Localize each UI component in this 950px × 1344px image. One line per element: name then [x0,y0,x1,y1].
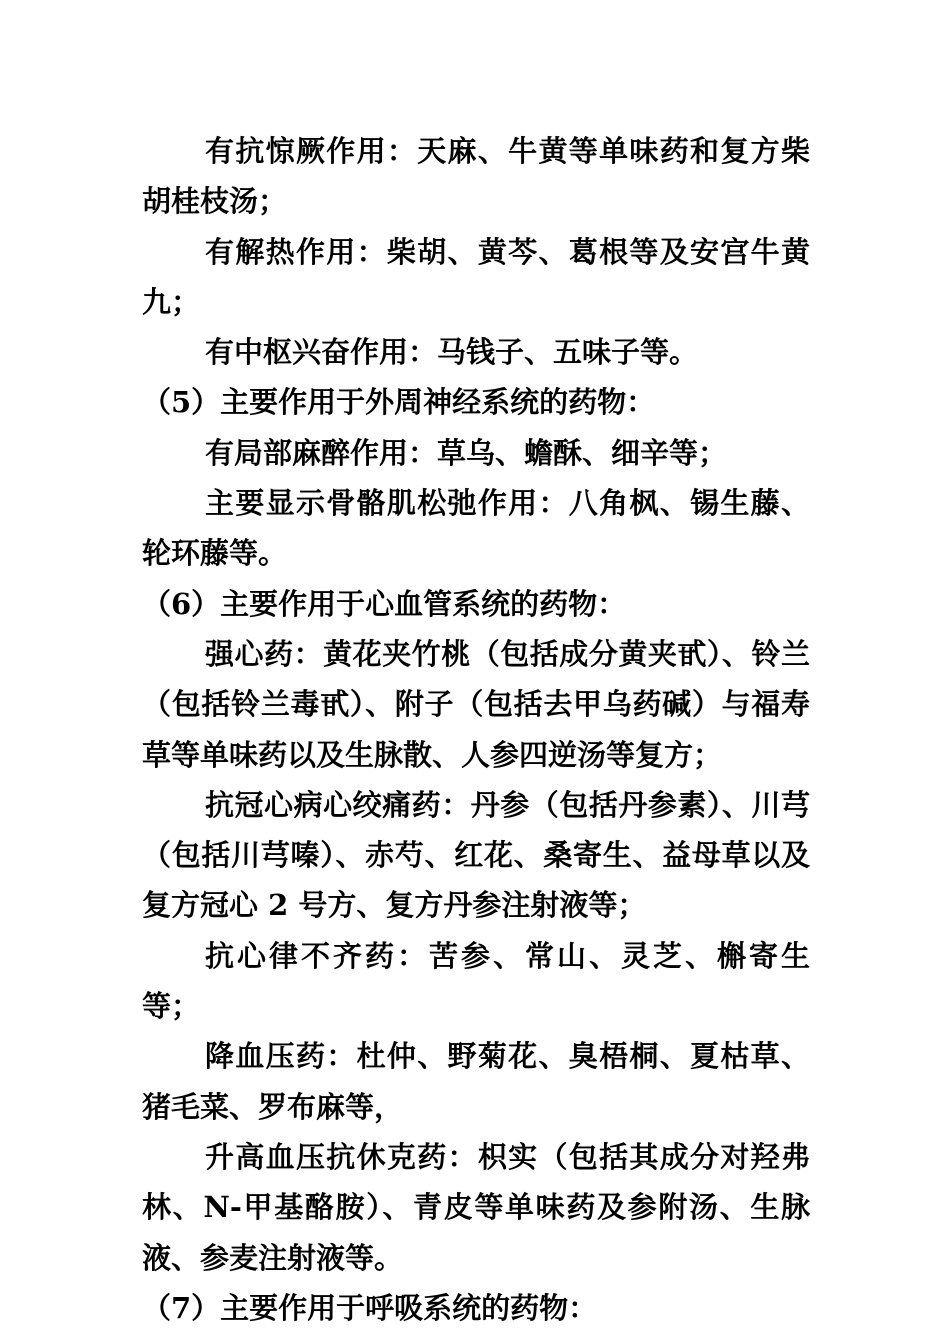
paragraph-antishock: 升高血压抗休克药：枳实（包括其成分对羟弗林、N-甲基酪胺）、青皮等单味药及参附汤、生脉液、参麦注射液等。 [142,1139,810,1275]
paragraph-antipyretic: 有解热作用：柴胡、黄芩、葛根等及安宫牛黄九； [142,234,810,319]
paragraph-anticonvulsant: 有抗惊厥作用：天麻、牛黄等单味药和复方柴胡桂枝汤； [142,134,810,219]
paragraph-cns-stimulant: 有中枢兴奋作用：马钱子、五味子等。 [205,335,699,370]
paragraph-anti-angina: 抗冠心病心绞痛药：丹参（包括丹参素）、川芎（包括川芎嗪）、赤芍、红花、桑寄生、益母草以及复方冠心 2 号方、复方丹参注射液等； [142,787,810,923]
paragraph-local-anesthesia: 有局部麻醉作用：草乌、蟾酥、细辛等； [205,435,728,470]
paragraph-antihypertensive: 降血压药：杜仲、野菊花、臭梧桐、夏枯草、猪毛菜、罗布麻等， [142,1039,810,1124]
section-heading-5: （5）主要作用于外周神经系统的药物： [142,385,656,420]
section-heading-6: （6）主要作用于心血管系统的药物： [142,586,627,621]
document-body [142,126,810,1333]
paragraph-muscle-relaxant: 主要显示骨骼肌松弛作用：八角枫、锡生藤、轮环藤等。 [142,486,810,571]
section-heading-7: （7）主要作用于呼吸系统的药物： [142,1290,598,1325]
paragraph-cardiotonic: 强心药：黄花夹竹桃（包括成分黄夹甙）、铃兰（包括铃兰毒甙）、附子（包括去甲乌药碱）与福寿草等单味药以及生脉散、人参四逆汤等复方； [142,636,810,772]
paragraph-antiarrhythmic: 抗心律不齐药：苦参、常山、灵芝、槲寄生等； [142,938,810,1024]
